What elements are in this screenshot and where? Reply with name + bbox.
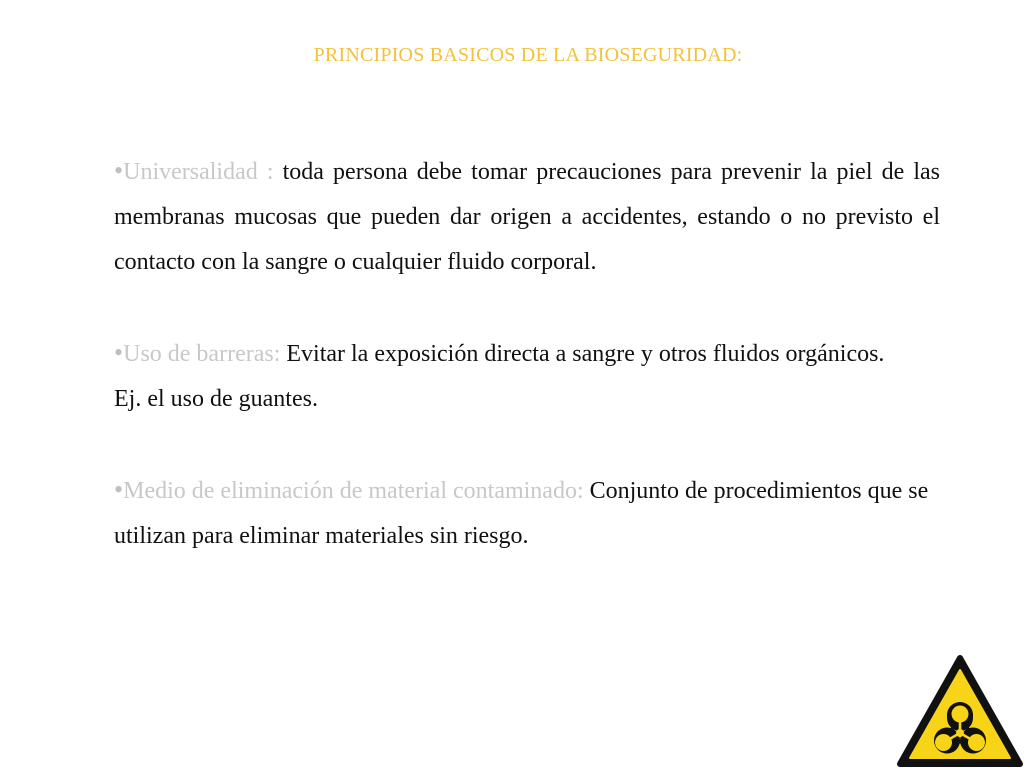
principle-text: Evitar la exposición directa a sangre y otros fluidos orgánicos.: [280, 341, 885, 367]
bullet: •: [114, 475, 124, 504]
bullet: •: [114, 338, 124, 367]
spacer: [114, 422, 940, 467]
principle-uso-de-barreras: [114, 330, 940, 377]
biohazard-warning-icon: [896, 654, 1024, 768]
principle-text: Conjunto de procedimientos que se utilizan para eliminar materiales sin riesgo.: [114, 478, 929, 549]
principle-medio-de-eliminacion: [114, 467, 940, 559]
principle-universalidad: [114, 148, 940, 285]
principle-text: toda persona debe tomar precauciones para prevenir la piel de las membranas mucosas que pueden dar origen a accidentes, estando o no previsto el contacto con la sangre o cualquier fluido corporal.: [114, 159, 940, 275]
bullet: •: [114, 156, 124, 185]
spacer: [114, 285, 940, 330]
principle-term: Medio de eliminación de material contaminado:: [123, 478, 584, 504]
principle-term: Universalidad :: [123, 159, 274, 185]
slide-title: PRINCIPIOS BASICOS DE LA BIOSEGURIDAD:: [313, 44, 743, 66]
principle-example: Ej. el uso de guantes.: [114, 386, 318, 412]
principle-term: Uso de barreras:: [123, 341, 281, 367]
slide-content: [114, 148, 940, 559]
